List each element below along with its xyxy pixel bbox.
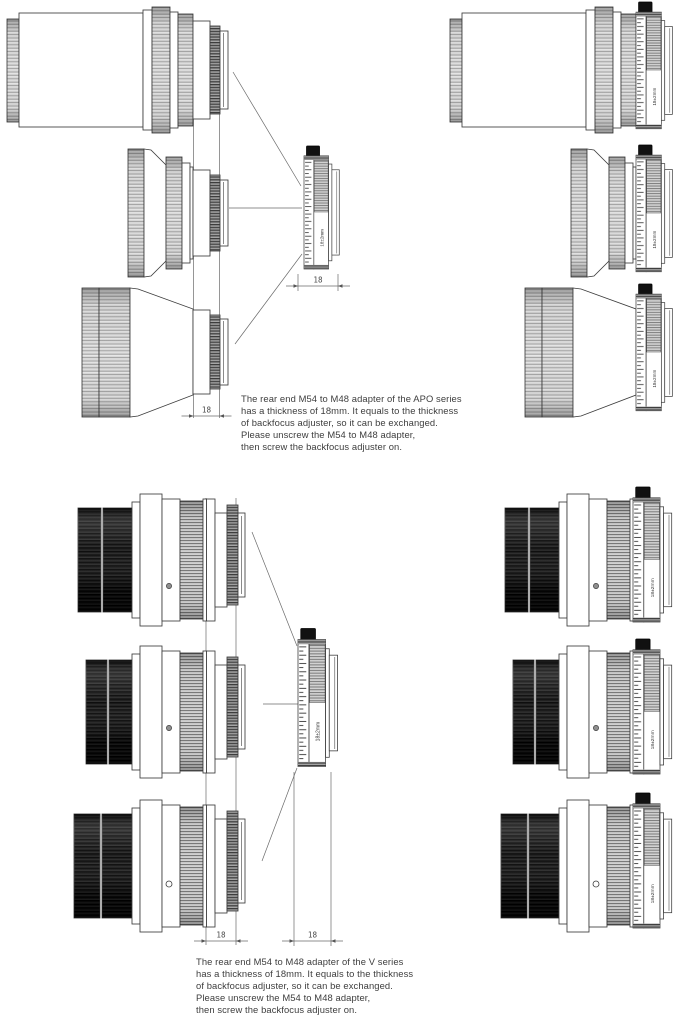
v-lens-2-right bbox=[513, 639, 672, 778]
dimension-apo-adapter bbox=[182, 406, 232, 418]
dimension-label: 18 bbox=[307, 930, 318, 940]
adapter-flange bbox=[220, 319, 228, 385]
arrowhead bbox=[294, 284, 299, 288]
apo-lens-1-left bbox=[7, 7, 228, 133]
leader-line bbox=[252, 532, 297, 646]
apo-lens-2-right bbox=[571, 145, 672, 277]
dimension-apo-adjuster bbox=[286, 274, 350, 291]
adapter-knurled-ring bbox=[210, 315, 220, 389]
adapter-flange bbox=[220, 180, 228, 246]
annotation-line: of backfocus adjuster, so it can be exchanged. bbox=[241, 417, 438, 428]
adapter-spacer bbox=[193, 21, 210, 119]
set-screw bbox=[593, 583, 598, 588]
adapter-spacer bbox=[193, 170, 210, 256]
adapter-spacer bbox=[193, 310, 210, 394]
annotation-line: Please unscrew the M54 to M48 adapter, bbox=[241, 429, 416, 440]
dimension-label: 18 bbox=[216, 930, 226, 940]
arrowhead bbox=[290, 939, 295, 943]
m54-m48-adapter bbox=[193, 170, 228, 256]
apo-lens-3-right bbox=[525, 284, 672, 417]
annotation-v bbox=[196, 956, 413, 1015]
arrowhead bbox=[189, 414, 194, 418]
adapter-knurled-ring bbox=[210, 26, 220, 114]
apo-lens-2-left bbox=[128, 149, 228, 277]
arrowhead bbox=[202, 939, 207, 943]
dimension-v-adapter bbox=[194, 931, 248, 943]
annotation-line: then screw the backfocus adjuster on. bbox=[241, 441, 403, 452]
apo-lens-1-right bbox=[450, 2, 672, 133]
dimension-label: 18 bbox=[313, 275, 323, 285]
set-screw bbox=[593, 881, 599, 887]
adapter-knurled-ring bbox=[210, 175, 220, 251]
annotation-line: The rear end M54 to M48 adapter of the APO series bbox=[241, 393, 462, 404]
arrowhead bbox=[331, 939, 336, 943]
annotation-apo bbox=[241, 393, 462, 452]
dimension-v-adjuster bbox=[282, 931, 343, 943]
apo-lens-3-left bbox=[82, 288, 228, 417]
arrowhead bbox=[338, 284, 343, 288]
arrowhead bbox=[236, 939, 241, 943]
v-section bbox=[74, 487, 672, 1015]
leader-line bbox=[235, 254, 302, 344]
annotation-line: of backfocus adjuster, so it can be exchanged. bbox=[196, 980, 393, 991]
v-lens-3-right bbox=[501, 793, 672, 932]
set-screw bbox=[166, 725, 171, 730]
v-lens-2-left bbox=[86, 646, 245, 778]
annotation-line: has a thickness of 18mm. It equals to the thickness bbox=[241, 405, 459, 416]
apo-section bbox=[7, 2, 672, 452]
annotation-line: Please unscrew the M54 to M48 adapter, bbox=[196, 992, 371, 1003]
v-lens-1-left bbox=[78, 494, 245, 626]
v-lens-3-left bbox=[74, 800, 245, 932]
standalone-adjuster-v bbox=[298, 629, 338, 767]
dimension-label: 18 bbox=[201, 405, 212, 415]
annotation-line: has a thickness of 18mm. It equals to the thickness bbox=[196, 968, 414, 979]
arrowhead bbox=[220, 414, 225, 418]
adapter-flange bbox=[220, 31, 228, 109]
leader-line bbox=[233, 72, 301, 186]
standalone-adjuster-apo bbox=[304, 146, 339, 269]
annotation-line: then screw the backfocus adjuster on. bbox=[196, 1004, 358, 1015]
v-lens-1-right bbox=[505, 487, 672, 626]
m54-m48-adapter bbox=[193, 310, 228, 394]
set-screw bbox=[166, 881, 172, 887]
m54-m48-adapter bbox=[193, 21, 228, 119]
annotation-line: The rear end M54 to M48 adapter of the V series bbox=[196, 956, 404, 967]
leader-line bbox=[262, 768, 297, 861]
set-screw bbox=[166, 583, 171, 588]
set-screw bbox=[593, 725, 598, 730]
